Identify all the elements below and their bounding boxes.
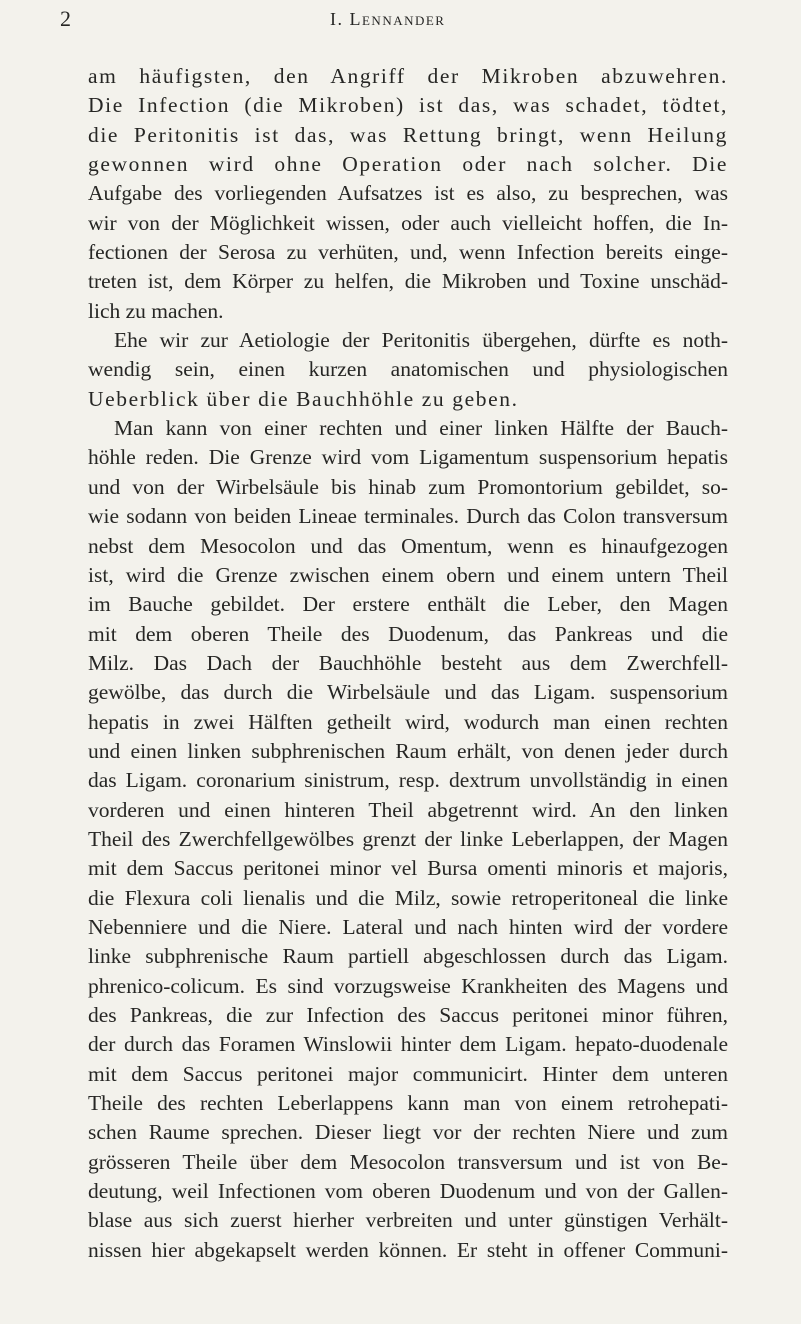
text-line: und von der Wirbelsäule bis hinab zum Promontorium gebildet, so-: [88, 474, 728, 499]
body-text: [88, 62, 728, 1265]
text-line: mit dem Saccus peritonei minor vel Bursa omenti minoris et majoris,: [88, 856, 728, 881]
text-line: grösseren Theile über dem Mesocolon transversum und ist von Be-: [88, 1149, 728, 1174]
text-line: lich zu machen.: [88, 298, 224, 323]
text-line: im Bauche gebildet. Der erstere enthält die Leber, den Magen: [88, 592, 728, 617]
text-line: Ueberblick über die Bauchhöhle zu geben.: [88, 386, 519, 411]
text-line: ist, wird die Grenze zwischen einem obern und einem untern Theil: [88, 562, 728, 587]
text-line: nebst dem Mesocolon und das Omentum, wenn es hinaufgezogen: [88, 533, 728, 558]
text-line: höhle reden. Die Grenze wird vom Ligamentum suspensorium hepatis: [88, 445, 728, 470]
text-line: wendig sein, einen kurzen anatomischen und physiologischen: [88, 357, 728, 382]
text-line: fectionen der Serosa zu verhüten, und, wenn Infection bereits einge-: [88, 240, 728, 265]
text-line: Die Infection (die Mikroben) ist das, was schadet, tödtet,: [88, 93, 728, 118]
text-line: und einen linken subphrenischen Raum erhält, von denen jeder durch: [88, 738, 728, 763]
text-line: Theile des rechten Leberlappens kann man von einem retrohepati-: [88, 1091, 728, 1116]
text-line: Milz. Das Dach der Bauchhöhle besteht aus dem Zwerchfell-: [88, 650, 728, 675]
text-line: deutung, weil Infectionen vom oberen Duodenum und von der Gallen-: [88, 1179, 728, 1204]
text-line: gewonnen wird ohne Operation oder nach solcher. Die: [88, 152, 728, 177]
text-line: blase aus sich zuerst hierher verbreiten und unter günstigen Verhält-: [88, 1208, 728, 1233]
text-line: mit dem Saccus peritonei major communicirt. Hinter dem unteren: [88, 1061, 728, 1086]
page-number: 2: [60, 6, 71, 31]
page-header: [0, 6, 801, 36]
text-line: der durch das Foramen Winslowii hinter dem Ligam. hepato-duodenale: [88, 1032, 728, 1057]
text-line: Nebenniere und die Niere. Lateral und nach hinten wird der vordere: [88, 914, 728, 939]
text-line: schen Raume sprechen. Dieser liegt vor der rechten Niere und zum: [88, 1120, 728, 1145]
text-line: wie sodann von beiden Lineae terminales. Durch das Colon transversum: [88, 504, 728, 529]
running-head: I. Lennander: [330, 9, 446, 29]
text-line: Man kann von einer rechten und einer linken Hälfte der Bauch-: [114, 416, 728, 441]
text-line: mit dem oberen Theile des Duodenum, das Pankreas und die: [88, 621, 728, 646]
text-line: die Peritonitis ist das, was Rettung bringt, wenn Heilung: [88, 122, 728, 147]
text-line: des Pankreas, die zur Infection des Saccus peritonei minor führen,: [88, 1003, 728, 1027]
text-line: Theil des Zwerchfellgewölbes grenzt der linke Leberlappen, der Magen: [88, 826, 728, 851]
text-line: vorderen und einen hinteren Theil abgetrennt wird. An den linken: [88, 797, 728, 822]
text-line: hepatis in zwei Hälften getheilt wird, wodurch man einen rechten: [88, 709, 728, 734]
text-line: Aufgabe des vorliegenden Aufsatzes ist es also, zu besprechen, was: [88, 181, 728, 206]
text-line: wir von der Möglichkeit wissen, oder auch vielleicht hoffen, die In-: [88, 210, 728, 235]
text-line: linke subphrenische Raum partiell abgeschlossen durch das Ligam.: [88, 944, 728, 969]
text-line: nissen hier abgekapselt werden können. Er steht in offener Communi-: [88, 1237, 728, 1262]
text-line: phrenico-colicum. Es sind vorzugsweise Krankheiten des Magens und: [88, 973, 728, 998]
text-line: die Flexura coli lienalis und die Milz, sowie retroperitoneal die linke: [88, 885, 728, 910]
text-line: das Ligam. coronarium sinistrum, resp. dextrum unvollständig in einen: [88, 768, 728, 793]
text-line: treten ist, dem Körper zu helfen, die Mikroben und Toxine unschäd-: [88, 269, 728, 294]
text-line: am häufigsten, den Angriff der Mikroben abzuwehren.: [88, 64, 728, 88]
text-line: Ehe wir zur Aetiologie der Peritonitis übergehen, dürfte es noth-: [114, 328, 728, 353]
text-line: gewölbe, das durch die Wirbelsäule und das Ligam. suspensorium: [88, 680, 728, 705]
